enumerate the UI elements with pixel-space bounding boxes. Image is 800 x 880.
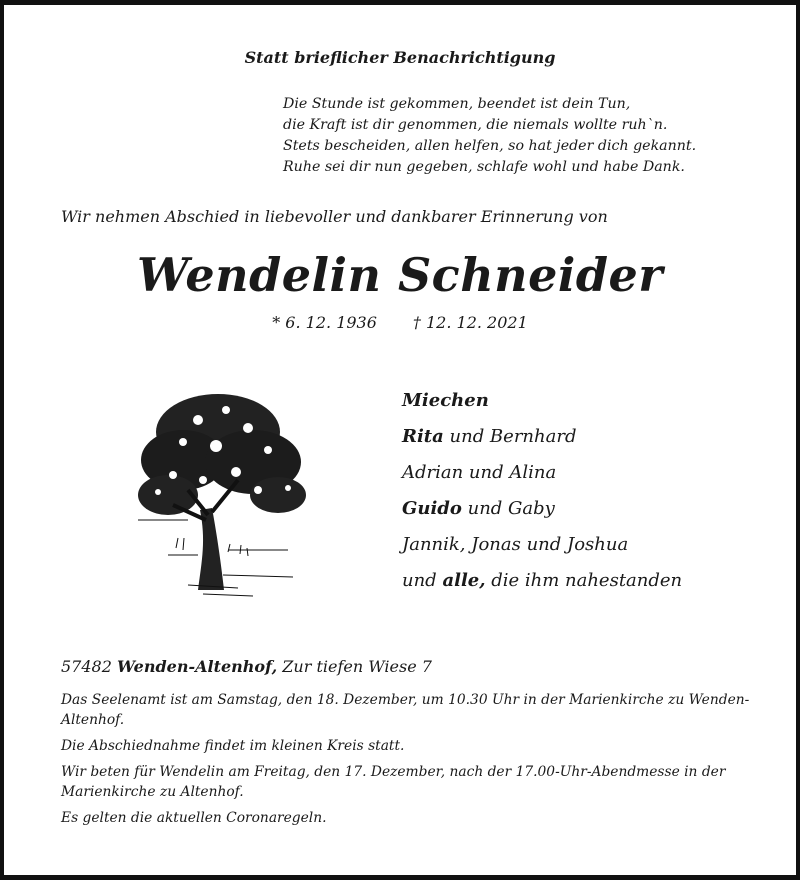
- poem-line: die Kraft ist dir genommen, die niemals wollte ruh`n.: [283, 117, 668, 133]
- info-paragraph: Das Seelenamt ist am Samstag, den 18. Dezember, um 10.30 Uhr in der Marienkirche zu Wenden-Altenhof.: [61, 692, 750, 728]
- tree-icon: [128, 380, 308, 602]
- deceased-name: Wendelin Schneider: [137, 248, 663, 302]
- birth-date: * 6. 12. 1936: [272, 313, 377, 332]
- family-list: [402, 386, 682, 602]
- death-date: † 12. 12. 2021: [412, 313, 528, 332]
- info-paragraph: Die Abschiednahme findet im kleinen Kreis statt.: [61, 738, 405, 754]
- family-member: Guido und Gaby: [402, 498, 555, 519]
- family-member: und alle, die ihm nahestanden: [402, 570, 683, 591]
- info-paragraph: Es gelten die aktuellen Coronaregeln.: [61, 810, 327, 826]
- info-paragraph: Wir beten für Wendelin am Freitag, den 17. Dezember, nach der 17.00-Uhr-Abendmesse in der Marienkirche zu Altenhof.: [61, 764, 726, 800]
- family-member: Rita und Bernhard: [402, 426, 577, 447]
- header-line: Statt brieflicher Benachrichtigung: [244, 48, 556, 67]
- poem: [283, 94, 696, 178]
- address: 57482 Wenden-Altenhof, Zur tiefen Wiese 7: [61, 657, 432, 676]
- intro-text: Wir nehmen Abschied in liebevoller und dankbarer Erinnerung von: [61, 207, 608, 226]
- poem-line: Ruhe sei dir nun gegeben, schlafe wohl und habe Dank.: [283, 159, 685, 175]
- family-member: Adrian und Alina: [402, 462, 557, 483]
- service-info: [61, 690, 761, 834]
- poem-line: Stets bescheiden, allen helfen, so hat jeder dich gekannt.: [283, 138, 697, 154]
- family-member: Miechen: [402, 390, 489, 411]
- poem-line: Die Stunde ist gekommen, beendet ist dein Tun,: [283, 96, 631, 112]
- family-member: Jannik, Jonas und Joshua: [402, 534, 629, 555]
- life-dates: [0, 313, 800, 332]
